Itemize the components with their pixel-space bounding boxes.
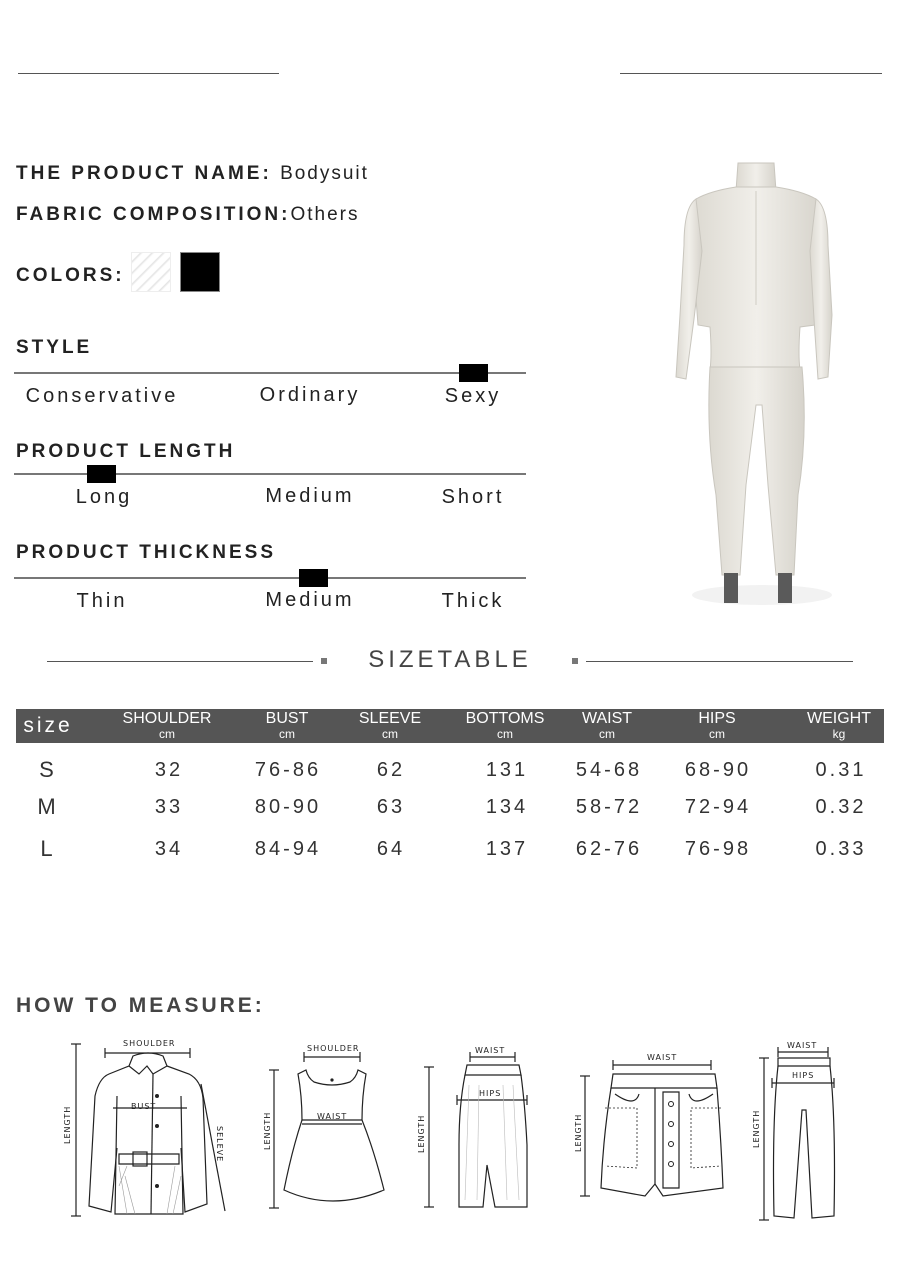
length-option-medium: Medium	[265, 485, 355, 507]
jacket-sleeve-label: SELEVE	[215, 1126, 224, 1163]
length-title: PRODUCT LENGTH	[16, 441, 236, 462]
row-m-hips: 72-94	[684, 796, 752, 818]
color-swatch-black[interactable]	[180, 252, 220, 292]
style-option-sexy: Sexy	[444, 385, 502, 407]
col-shoulder-header: SHOULDER cm	[122, 710, 212, 741]
sizetable-right-rule	[586, 661, 853, 662]
pants-length-label: LENGTH	[752, 1109, 761, 1148]
row-l-weight: 0.33	[815, 838, 867, 860]
row-l-bust: 84-94	[254, 838, 322, 860]
jacket-measure-diagram	[55, 1036, 235, 1221]
row-s-bottoms: 131	[485, 759, 529, 781]
pants-hips-label: HIPS	[792, 1071, 815, 1080]
skirt-length-label: LENGTH	[417, 1114, 426, 1153]
row-l-hips: 76-98	[684, 838, 752, 860]
fabric-line	[16, 204, 359, 226]
row-m-weight: 0.32	[815, 796, 867, 818]
jacket-bust-label: BUST	[131, 1102, 157, 1111]
colors-label: COLORS:	[16, 265, 125, 286]
length-option-long: Long	[75, 486, 133, 508]
thickness-scale-line	[14, 577, 526, 579]
thickness-option-thin: Thin	[76, 590, 128, 612]
row-s-waist: 54-68	[575, 759, 643, 781]
dress-shoulder-label: SHOULDER	[307, 1044, 360, 1053]
row-l-sleeve: 64	[376, 838, 406, 860]
color-swatch-white[interactable]	[131, 252, 171, 292]
shorts-measure-diagram	[575, 1048, 735, 1203]
col-hips-header: HIPS cm	[698, 710, 736, 741]
pants-measure-diagram	[750, 1040, 860, 1225]
pants-waist-label: WAIST	[787, 1041, 818, 1050]
row-l-bottoms: 137	[485, 838, 529, 860]
product-name-line	[16, 163, 369, 185]
col-bust-header: BUST cm	[265, 710, 309, 741]
row-m-shoulder: 33	[154, 796, 184, 818]
thickness-scale-marker	[299, 569, 328, 587]
dress-waist-label: WAIST	[317, 1112, 348, 1121]
row-s-bust: 76-86	[254, 759, 322, 781]
col-size-header: size	[23, 714, 73, 737]
col-weight-header: WEIGHT kg	[807, 710, 871, 741]
skirt-hips-label: HIPS	[479, 1089, 502, 1098]
length-option-short: Short	[441, 486, 505, 508]
how-to-measure-title: HOW TO MEASURE:	[16, 994, 265, 1017]
thickness-title: PRODUCT THICKNESS	[16, 542, 277, 563]
style-scale-marker	[459, 364, 488, 382]
thickness-option-medium: Medium	[265, 589, 355, 611]
shorts-length-label: LENGTH	[574, 1113, 583, 1152]
dress-length-label: LENGTH	[263, 1111, 272, 1150]
row-s-size: S	[39, 757, 57, 782]
col-bottoms-header: BOTTOMS cm	[465, 710, 545, 741]
skirt-measure-diagram	[415, 1045, 535, 1215]
row-m-bust: 80-90	[254, 796, 322, 818]
row-l-size: L	[40, 836, 56, 861]
skirt-waist-label: WAIST	[475, 1046, 506, 1055]
row-m-waist: 58-72	[575, 796, 643, 818]
product-photo	[650, 155, 880, 607]
col-sleeve-header: SLEEVE cm	[358, 710, 422, 741]
style-option-conservative: Conservative	[25, 385, 179, 407]
row-s-hips: 68-90	[684, 759, 752, 781]
row-m-sleeve: 63	[376, 796, 406, 818]
row-l-waist: 62-76	[575, 838, 643, 860]
colors-line	[16, 265, 125, 287]
jacket-length-label: LENGTH	[63, 1105, 72, 1144]
product-name-label: THE PRODUCT NAME:	[16, 163, 272, 184]
row-l-shoulder: 34	[154, 838, 184, 860]
jacket-shoulder-label: SHOULDER	[123, 1039, 176, 1048]
length-scale-marker	[87, 465, 116, 483]
fabric-value: Others	[290, 204, 360, 225]
dress-measure-diagram	[262, 1040, 392, 1212]
top-left-rule	[18, 73, 279, 74]
row-s-sleeve: 62	[376, 759, 406, 781]
fabric-label: FABRIC COMPOSITION:	[16, 204, 291, 225]
style-title: STYLE	[16, 337, 93, 358]
row-s-shoulder: 32	[154, 759, 184, 781]
row-s-weight: 0.31	[815, 759, 867, 781]
row-m-size: M	[37, 794, 59, 819]
thickness-option-thick: Thick	[441, 590, 505, 612]
style-option-ordinary: Ordinary	[259, 384, 361, 406]
shorts-waist-label: WAIST	[647, 1053, 678, 1062]
row-m-bottoms: 134	[485, 796, 529, 818]
product-name-value: Bodysuit	[280, 163, 369, 184]
style-scale-line	[14, 372, 526, 374]
col-waist-header: WAIST cm	[581, 710, 633, 741]
sizetable-right-dot	[572, 658, 578, 664]
top-right-rule	[620, 73, 882, 74]
size-table-header	[16, 709, 884, 743]
sizetable-title: SIZETABLE	[368, 646, 532, 673]
